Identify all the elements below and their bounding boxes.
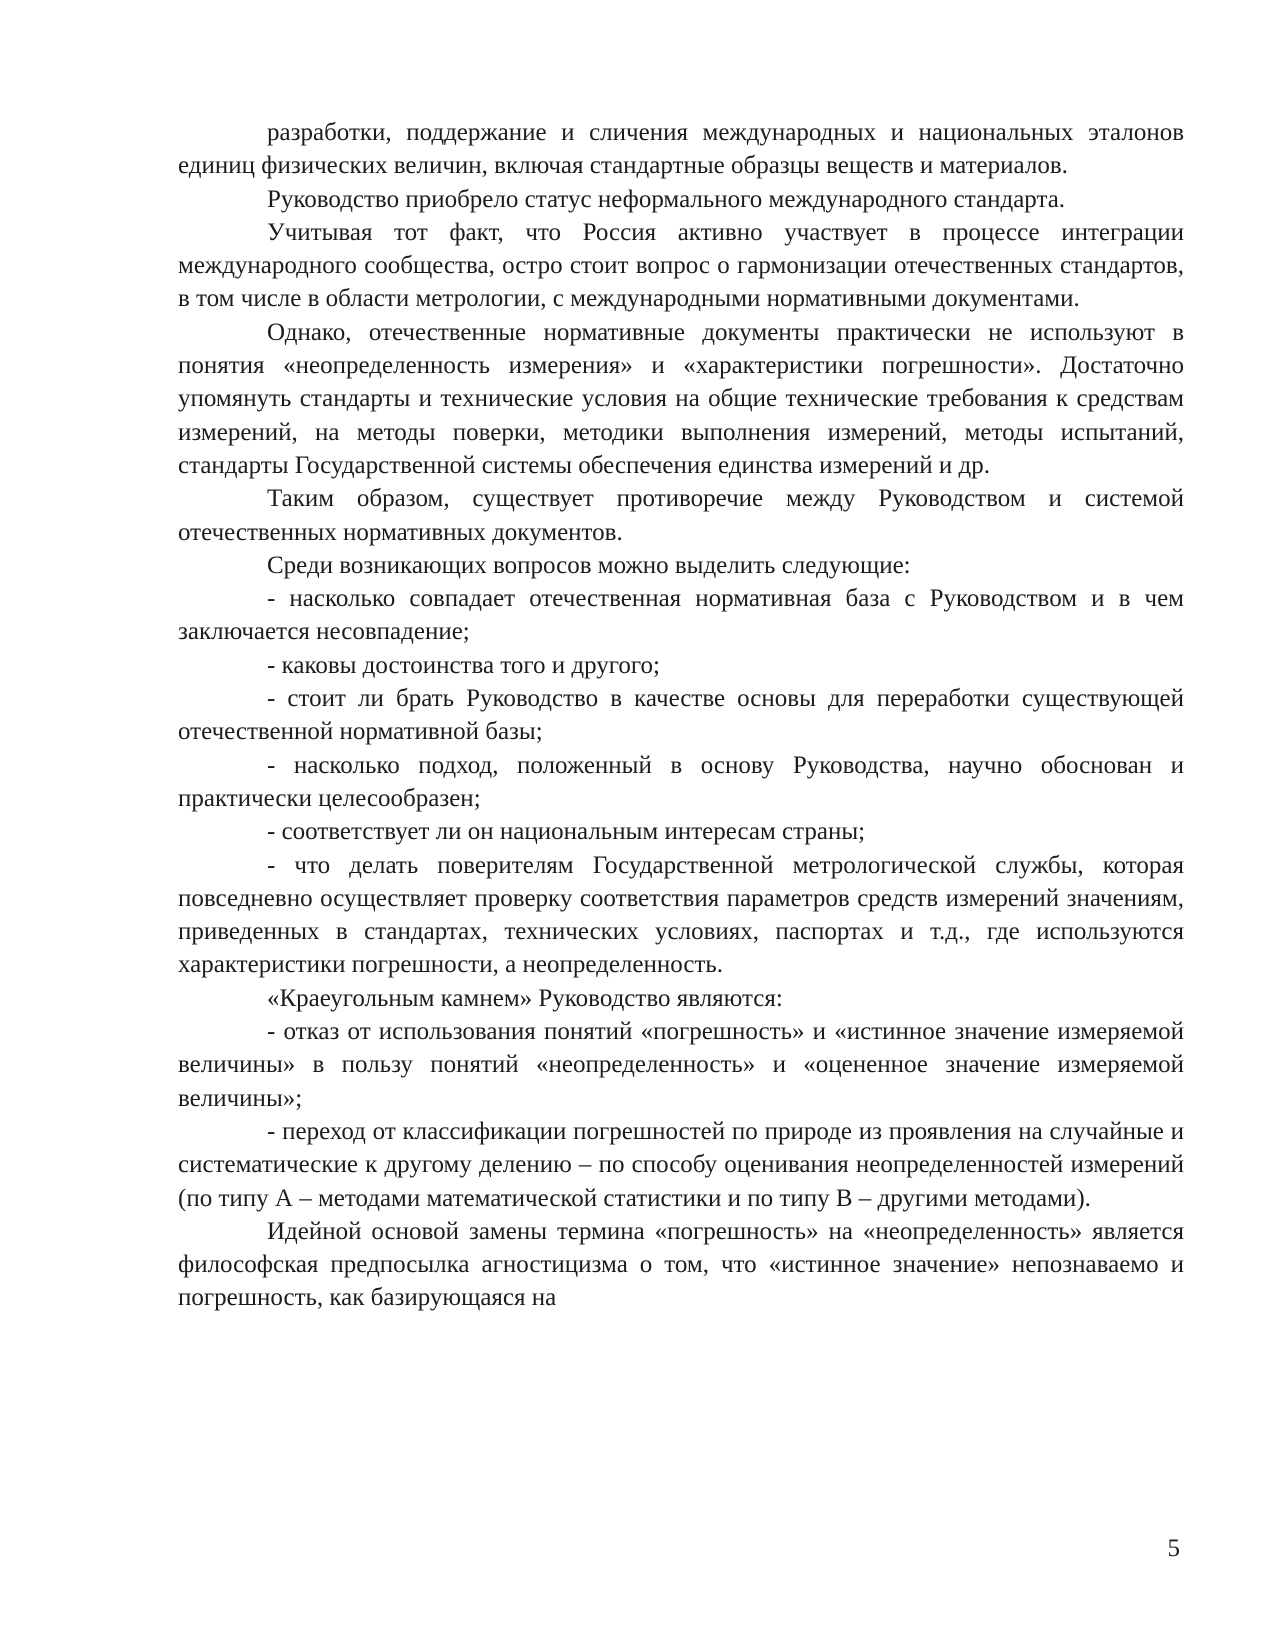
list-item-1: - насколько совпадает отечественная нормативная база с Руководством и в чем заключается несовпадение; — [178, 585, 1184, 646]
paragraph-6: Среди возникающих вопросов можно выделить следующие: — [267, 551, 911, 579]
list-item-4: - насколько подход, положенный в основу Руководства, научно обоснован и практически целесообразен; — [178, 751, 1184, 812]
paragraph-2: Руководство приобрело статус неформального международного стандарта. — [267, 185, 1066, 213]
paragraph-5: Таким образом, существует противоречие между Руководством и системой отечественных нормативных документов. — [178, 485, 1184, 546]
paragraph-3: Учитывая тот факт, что Россия активно участвует в процессе интеграции международного сообщества, остро стоит вопрос о гармонизации отечественных стандартов, в том числе в области метрологии, с международными нормативными документами. — [178, 218, 1184, 313]
paragraph-8: Идейной основой замены термина «погрешность» на «неопределенность» является философская предпосылка агностицизма о том, что «истинное значение» непознаваемо и погрешность, как базирующаяся на — [178, 1217, 1184, 1312]
list-item-5: - соответствует ли он национальным интересам страны; — [267, 818, 866, 846]
list-item-7: - отказ от использования понятий «погрешность» и «истинное значение измеряемой величины» в пользу понятий «неопределенность» и «оцененное значение измеряемой величины»; — [178, 1018, 1184, 1112]
body-text — [178, 116, 1184, 1315]
page-number: 5 — [1167, 1535, 1180, 1562]
list-item-6: - что делать поверителям Государственной метрологической службы, которая повседневно осуществляет проверку соответствия параметров средств измерений значениям, приведенных в стандартах, технических условиях, паспортах и т.д., где используются характеристики погрешности, а неопределенность. — [178, 851, 1184, 979]
paragraph-4: Однако, отечественные нормативные документы практически не используют в понятия «неопределенность измерения» и «характеристики погрешности». Достаточно упомянуть стандарты и технические условия на общие технические требования к средствам измерений, на методы поверки, методики выполнения измерений, методы испытаний, стандарты Государственной системы обеспечения единства измерений и др. — [178, 318, 1184, 479]
paragraph-1: разработки, поддержание и сличения международных и национальных эталонов единиц физических величин, включая стандартные образцы веществ и материалов. — [178, 119, 1184, 180]
list-item-2: - каковы достоинства того и другого; — [267, 651, 661, 679]
list-item-8: - переход от классификации погрешностей по природе из проявления на случайные и систематические к другому делению – по способу оценивания неопределенностей измерений (по типу А – методами математической статистики и по типу В – другими методами). — [178, 1117, 1184, 1212]
list-item-3: - стоит ли брать Руководство в качестве основы для переработки существующей отечественной нормативной базы; — [178, 685, 1184, 746]
paragraph-7: «Краеугольным камнем» Руководство являются: — [267, 984, 783, 1012]
